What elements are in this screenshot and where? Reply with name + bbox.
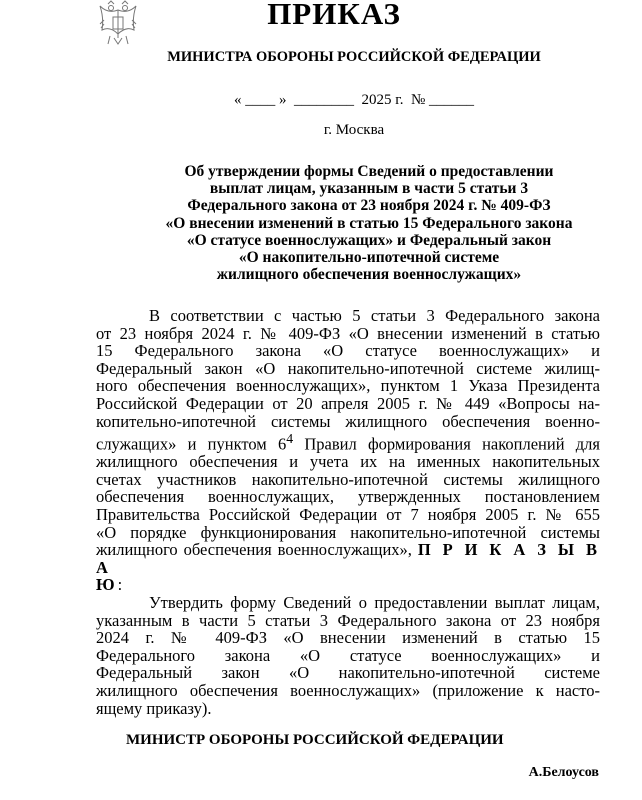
order-keyword-end: Ю xyxy=(96,575,118,595)
order-body xyxy=(96,307,600,717)
superscript-number: 4 xyxy=(286,431,294,447)
issuing-authority: МИНИСТРА ОБОРОНЫ РОССИЙСКОЙ ФЕДЕРАЦИИ xyxy=(167,49,541,65)
body-line: В соответствии с частью 5 статьи 3 Федерального закона xyxy=(149,306,600,325)
body-line: ящему приказу). xyxy=(96,698,212,718)
subject-line: жилищного обеспечения военнослужащих» xyxy=(216,266,522,284)
body-line: Федеральный закон «О накопительно-ипотечной системе жилищ- xyxy=(96,358,600,378)
body-line: Утвердить форму Сведений о предоставлении выплат лицам, xyxy=(149,593,600,612)
subject-line: «О накопительно-ипотечной системе xyxy=(238,249,500,267)
order-keyword: П Р И К А З Ы В А xyxy=(96,540,600,577)
subject-line: Об утверждении формы Сведений о предоставлении xyxy=(184,163,554,180)
body-line: от 23 ноября 2024 г. № 409-ФЗ «О внесении изменений в статью xyxy=(96,323,600,343)
body-line: 2024 г. № 409-ФЗ «О внесении изменений в статью 15 xyxy=(96,628,600,648)
body-line xyxy=(96,430,600,453)
body-text: Правил формирования накоплений для xyxy=(293,434,600,454)
document-title: ПРИКАЗ xyxy=(267,0,401,31)
subject-line: «О статусе военнослужащих» и Федеральный закон xyxy=(186,231,552,249)
body-text: : xyxy=(117,575,123,595)
body-line: Федеральный закон «О накопительно-ипотечной системе xyxy=(96,663,600,683)
place-of-issue: г. Москва xyxy=(323,122,385,138)
body-line: жилищного обеспечения военнослужащих» (приложение к насто- xyxy=(96,680,600,700)
signatory-title: МИНИСТР ОБОРОНЫ РОССИЙСКОЙ ФЕДЕРАЦИИ xyxy=(126,732,504,748)
body-line: жилищного обеспечения и учета их на именных накопительных xyxy=(96,452,600,472)
body-text: служащих» и пунктом 6 xyxy=(96,434,287,454)
subject-line: Федерального закона от 23 ноября 2024 г. № 409-ФЗ xyxy=(187,197,551,215)
order-subject xyxy=(96,163,642,283)
body-line: обеспечения военнослужащих, утвержденных постановлением xyxy=(96,487,600,507)
body-line: ного обеспечения военнослужащих», пунктом 1 Указа Президента xyxy=(96,376,600,396)
body-line: Российской Федерации от 20 апреля 2005 г. № 449 «Вопросы на- xyxy=(96,393,600,413)
body-line: копительно-ипотечной системы жилищного обеспечения военно- xyxy=(96,411,600,431)
body-line: 15 Федерального закона «О статусе военнослужащих» и xyxy=(96,341,600,361)
body-line xyxy=(96,576,600,594)
body-line: счетах участников накопительно-ипотечной системы жилищного xyxy=(96,469,600,489)
body-line: указанным в части 5 статьи 3 Федерального закона от 23 ноября xyxy=(96,610,600,630)
body-line xyxy=(96,541,600,576)
date-number-line: « ____ » ________ 2025 г. № ______ xyxy=(233,92,475,108)
body-line: Правительства Российской Федерации от 7 ноября 2005 г. № 655 xyxy=(96,505,600,525)
subject-line: «О внесении изменений в статью 15 Федерального закона xyxy=(165,214,573,232)
body-text: жилищного обеспечения военнослужащих», xyxy=(96,540,418,560)
body-line: Федерального закона «О статусе военнослужащих» и xyxy=(96,645,600,665)
body-line: «О порядке функционирования накопительно-ипотечной системы xyxy=(96,522,600,542)
subject-line: выплат лицам, указанным в части 5 статьи 3 xyxy=(209,180,529,198)
signatory-name: А.Белоусов xyxy=(528,765,599,780)
